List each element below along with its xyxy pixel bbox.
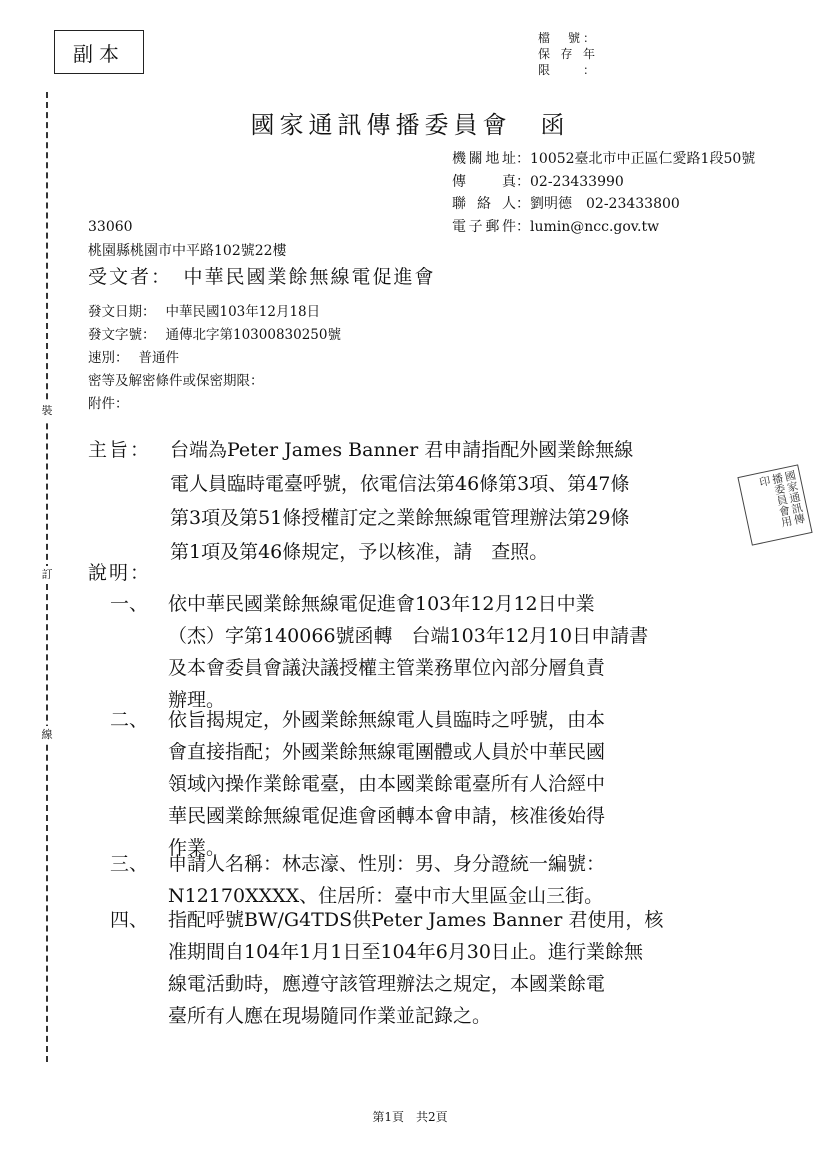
item-line: 依旨揭規定，外國業餘無線電人員臨時之呼號，由本 <box>168 709 606 731</box>
item-line: 會直接指配；外國業餘無線電團體或人員於中華民國 <box>168 741 606 763</box>
file-info <box>538 30 596 78</box>
subject-line: 台端為Peter James Banner 君申請指配外國業餘無線 <box>170 439 634 461</box>
item-line: 辦理。 <box>168 689 226 711</box>
address-label: 機關地址 <box>452 151 516 167</box>
item-line: N12170XXXX、住居所：臺中市大里區金山三街。 <box>168 885 604 907</box>
page-footer: 第1頁 共2頁 <box>372 1110 448 1124</box>
item-line: 臺所有人應在現場隨同作業並記錄之。 <box>168 1005 492 1027</box>
item-line: 作業。 <box>168 837 226 859</box>
item-line: （杰）字第140066號函轉 台端103年12月10日申請書 <box>168 625 649 647</box>
doc-no-label: 發文字號： <box>88 327 156 343</box>
gutter-label-middle: 訂 <box>38 566 56 584</box>
priority-value: 普通件 <box>138 350 179 366</box>
email-label: 電子郵件 <box>452 218 516 235</box>
explanation-label: 說明： <box>88 562 152 584</box>
date-label: 發文日期： <box>88 304 156 320</box>
official-stamp: 國家通訊傳播委員會用印 <box>737 464 812 545</box>
secrecy-label: 密等及解密條件或保密期限： <box>88 373 264 389</box>
item-line: 線電活動時，應遵守該管理辦法之規定，本國業餘電 <box>168 973 606 995</box>
fax-label: 傳 真 <box>452 173 516 190</box>
item-line: 指配呼號BW/G4TDS供Peter James Banner 君使用，核 <box>168 909 664 931</box>
contact-person-value: 劉明德 02-23433800 <box>530 196 680 212</box>
item-line: 准期間自104年1月1日至104年6月30日止。進行業餘無 <box>168 941 643 963</box>
item-number: 二、 <box>110 709 149 731</box>
item-line: 依中華民國業餘無線電促進會103年12月12日中業 <box>168 593 595 615</box>
recipient-address: 桃園縣桃園市中平路102號22樓 <box>88 243 287 259</box>
doc-no-value: 通傳北字第10300830250號 <box>165 327 341 343</box>
subject-line: 電人員臨時電臺呼號，依電信法第46條第3項、第47條 <box>170 473 630 495</box>
date-value: 中華民國103年12月18日 <box>165 304 321 320</box>
item-number: 一、 <box>110 593 149 615</box>
item-line: 及本會委員會議決議授權主管業務單位內部分層負責 <box>168 657 606 679</box>
copy-mark: 副本 <box>54 30 144 74</box>
gutter-label-bottom: 線 <box>38 726 56 744</box>
item-line: 領域內操作業餘電臺，由本國業餘電臺所有人洽經中 <box>168 773 606 795</box>
contact-person-label: 聯 絡 人 <box>452 196 516 212</box>
item-number: 四、 <box>110 909 149 931</box>
priority-label: 速別： <box>88 350 129 366</box>
agency-title: 國家通訊傳播委員會 函 <box>250 111 570 139</box>
item-number: 三、 <box>110 853 149 875</box>
gutter-label-top: 裝 <box>38 402 56 420</box>
subject-line: 第3項及第51條授權訂定之業餘無線電管理辦法第29條 <box>170 507 630 529</box>
contact-block: 機關地址 ： 10052臺北市中正區仁愛路1段50號 傳 真 ： 02-23433990 聯 絡 人 ： 劉明德 02-23433800 電子郵件 ： lumin@ncc.gov.tw <box>452 148 755 238</box>
recipient: 受文者： 中華民國業餘無線電促進會 <box>88 266 436 288</box>
fax-value: 02-23433990 <box>530 173 624 190</box>
document-meta <box>88 301 341 416</box>
attachment-label: 附件： <box>88 396 129 412</box>
email-value: lumin@ncc.gov.tw <box>530 218 660 235</box>
item-line: 華民國業餘無線電促進會函轉本會申請，核准後始得 <box>168 805 606 827</box>
recipient-postal-code: 33060 <box>88 219 133 235</box>
subject-line: 第1項及第46條規定，予以核准，請 查照。 <box>170 541 549 563</box>
retention-label: 保存年限： <box>538 47 596 77</box>
file-no-label: 檔 號： <box>538 31 596 45</box>
address-value: 10052臺北市中正區仁愛路1段50號 <box>530 151 756 167</box>
subject-label: 主旨： <box>88 439 152 461</box>
item-line: 申請人名稱：林志濠、性別：男、身分證統一編號： <box>168 853 606 875</box>
